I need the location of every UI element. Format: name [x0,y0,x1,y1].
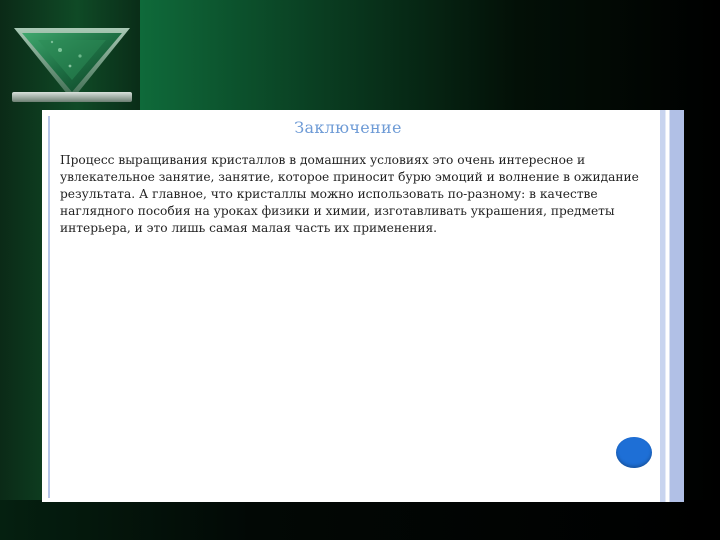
bottom-background-strip [0,500,720,540]
slide-right-stripe-decoration [654,110,684,502]
slide-left-border [48,116,50,498]
green-crystal-triangle-icon [10,26,134,106]
slide-title: Заключение [294,118,402,137]
slide-content-panel [42,110,684,502]
slide-body-text: Процесс выращивания кристаллов в домашних условиях это очень интересное и увлекательное занятие, занятие, которое приносит бурю эмоций и волнение в ожидание результата. А главное, что кристаллы можно использовать по-разному: в качестве наглядного пособия на уроках физики и химии, изготавливать украшения, предметы интерьера, и это лишь самая малая часть их применения. [60,153,639,235]
blue-circle-nav-icon[interactable] [616,437,652,468]
